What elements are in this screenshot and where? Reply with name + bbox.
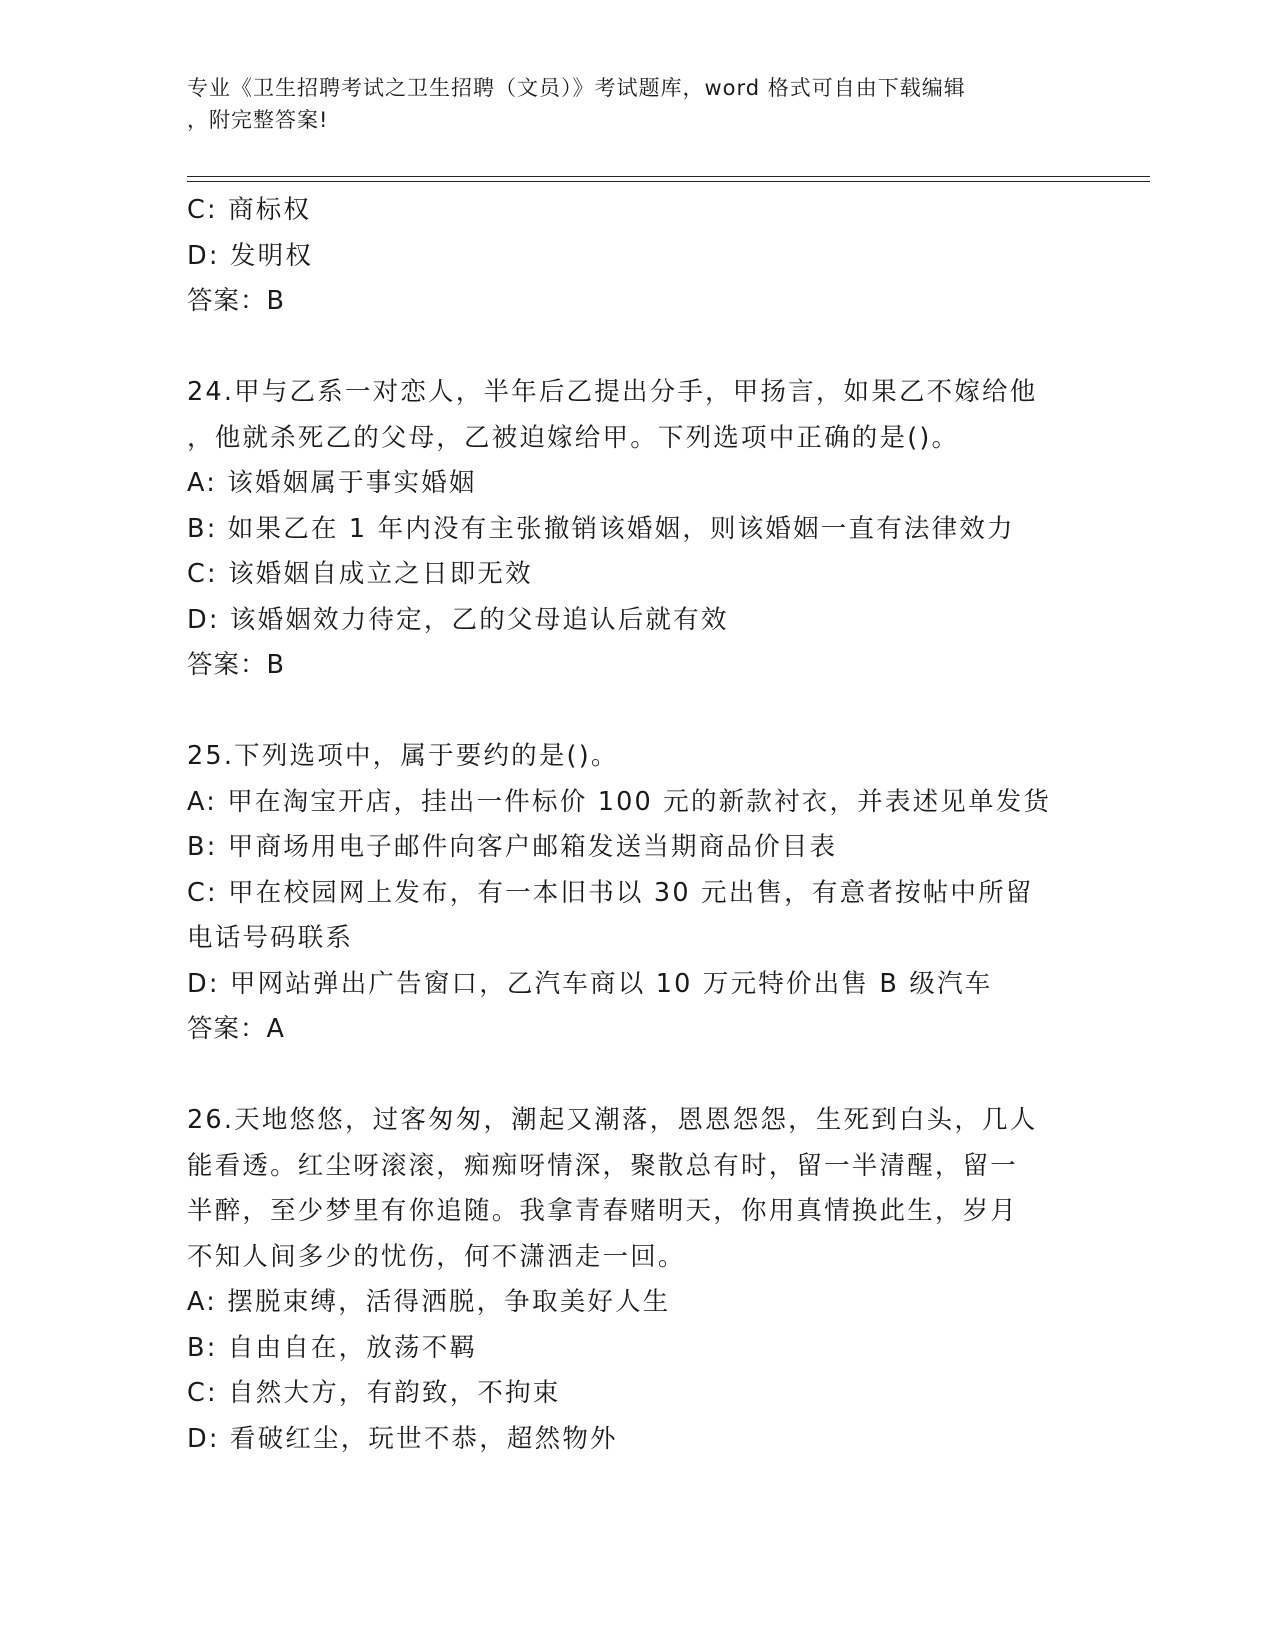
option-a: A: 甲在淘宝开店，挂出一件标价 100 元的新款衬衣，并表述见单发货 [187,786,1052,817]
header-line-1: 专业《卫生招聘考试之卫生招聘（文员）》考试题库，word 格式可自由下载编辑 [187,76,966,100]
answer-line: 答案：B [187,650,285,680]
question-25 [187,734,1087,1053]
document-header [187,72,1067,136]
question-stem: 25.下列选项中，属于要约的是()。 [187,741,619,771]
option-c: C: 该婚姻自成立之日即无效 [187,559,533,589]
question-stem: 26.天地悠悠，过客匆匆，潮起又潮落，恩恩怨怨，生死到白头，几人 [187,1105,1038,1135]
question-24 [187,370,1087,689]
option-d: D: 甲网站弹出广告窗口，乙汽车商以 10 万元特价出售 B 级汽车 [187,968,993,999]
question-26 [187,1098,1087,1462]
option-c: C: 甲在校园网上发布，有一本旧书以 30 元出售，有意者按帖中所留 [187,877,1034,908]
option-d: D: 发明权 [187,240,314,271]
question-stem: 24.甲与乙系一对恋人，半年后乙提出分手，甲扬言，如果乙不嫁给他 [187,377,1038,407]
spacer [187,325,1087,371]
question-stem: ，他就杀死乙的父母，乙被迫嫁给甲。下列选项中正确的是()。 [187,422,960,453]
question-stem: 半醉，至少梦里有你追随。我拿青春赌明天，你用真情换此生，岁月 [187,1196,1019,1226]
answer-line: 答案：A [187,1014,285,1044]
previous-question-tail [187,188,1087,325]
header-line-2: ，附完整答案! [187,108,329,132]
option-d: D: 该婚姻效力待定，乙的父母追认后就有效 [187,604,729,635]
option-b: B: 甲商场用电子邮件向客户邮箱发送当期商品价目表 [187,832,838,862]
question-content [187,188,1087,1462]
option-a: A: 该婚姻属于事实婚姻 [187,468,477,498]
option-c-continued: 电话号码联系 [187,923,354,953]
option-c: C: 自然大方，有韵致，不拘束 [187,1378,561,1408]
option-c: C: 商标权 [187,195,312,225]
spacer [187,1053,1087,1099]
option-b: B: 如果乙在 1 年内没有主张撤销该婚姻，则该婚姻一直有法律效力 [187,513,1015,544]
option-a: A: 摆脱束缚，活得洒脱，争取美好人生 [187,1287,671,1317]
question-stem: 不知人间多少的忧伤，何不潇洒走一回。 [187,1241,686,1272]
header-divider-bottom [187,181,1150,182]
option-b: B: 自由自在，放荡不羁 [187,1332,478,1363]
header-divider-top [187,176,1150,177]
answer-line: 答案：B [187,286,285,316]
spacer [187,689,1087,735]
option-d: D: 看破红尘，玩世不恭，超然物外 [187,1423,618,1454]
question-stem: 能看透。红尘呀滚滚，痴痴呀情深，聚散总有时，留一半清醒，留一 [187,1150,1019,1181]
